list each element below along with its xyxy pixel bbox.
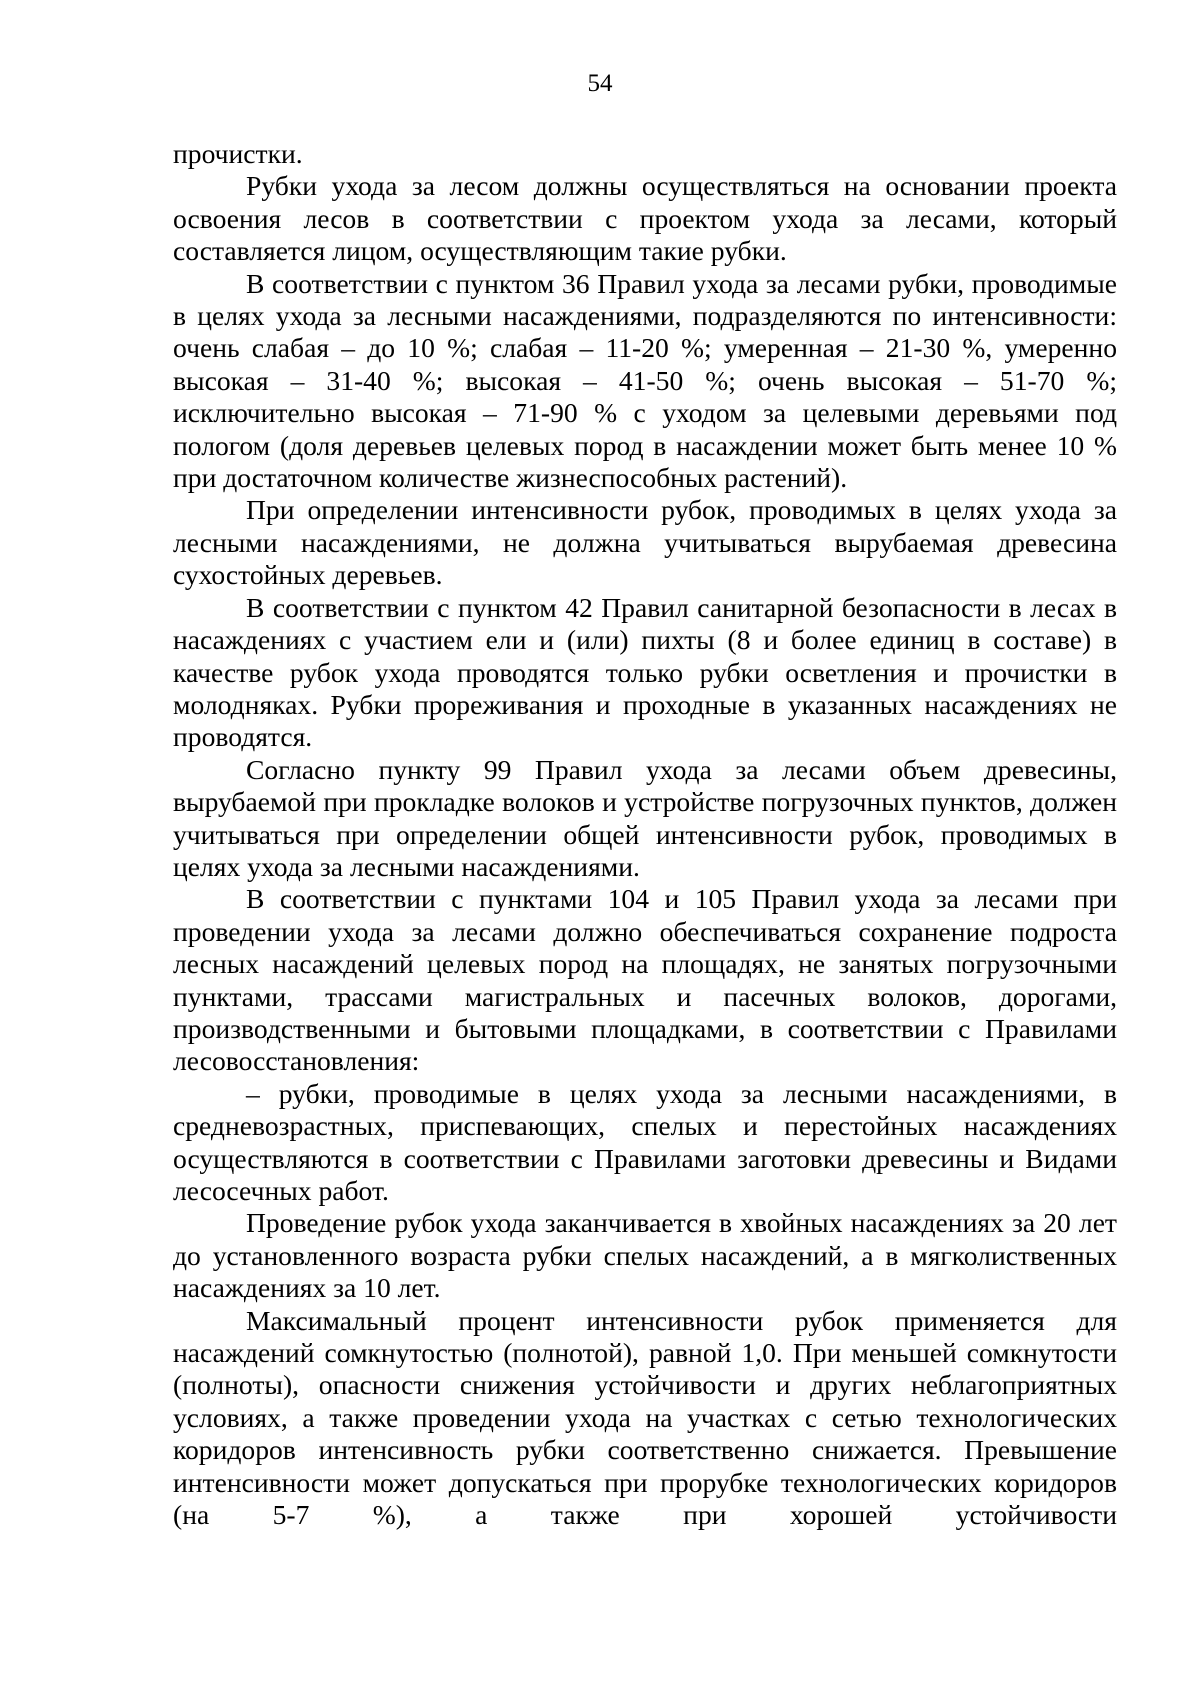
paragraph-dry-wood-exclusion: При определении интенсивности рубок, проводимых в целях ухода за лесными насаждениями, не должна учитываться вырубаемая древесина сухостойных деревьев. [173, 494, 1117, 591]
paragraph-undergrowth-preservation: В соответствии с пунктами 104 и 105 Правил ухода за лесами при проведении ухода за лесами должно обеспечиваться сохранение подроста лесных насаждений целевых пород на площадях, не занятых погрузочными пунктами, трассами магистральных и пасечных волоков, дорогами, производственными и бытовыми площадками, в соответствии с Правилами лесовосстановления: [173, 883, 1117, 1077]
paragraph-list-item-cuttings: – рубки, проводимые в целях ухода за лесными насаждениями, в средневозрастных, приспевающих, спелых и перестойных насаждениях осуществляются в соответствии с Правилами заготовки древесины и Видами лесосечных работ. [173, 1077, 1117, 1206]
page-number: 54 [587, 70, 613, 97]
document-body [173, 138, 1117, 1531]
paragraph-intensity-classes: В соответствии с пунктом 36 Правил ухода за лесами рубки, проводимые в целях ухода за лесными насаждениями, подразделяются по интенсивности: очень слабая – до 10 %; слабая – 11-20 %; умеренная – 21-30 %, умеренно высокая – 31-40 %; высокая – 41-50 %; очень высокая – 51-70 %; исключительно высокая – 71-90 % с уходом за целевыми деревьями под пологом (доля деревьев целевых пород в насаждении может быть менее 10 % при достаточном количестве жизнеспособных растений). [173, 267, 1117, 494]
paragraph-forest-care-project: Рубки ухода за лесом должны осуществляться на основании проекта освоения лесов в соответствии с проектом ухода за лесами, который составляется лицом, осуществляющим такие рубки. [173, 170, 1117, 267]
paragraph-cutting-end-age: Проведение рубок ухода заканчивается в хвойных насаждениях за 20 лет до установленного возраста рубки спелых насаждений, а в мягколиственных насаждениях за 10 лет. [173, 1207, 1117, 1304]
paragraph-skid-trails-volume: Согласно пункту 99 Правил ухода за лесами объем древесины, вырубаемой при прокладке волоков и устройстве погрузочных пунктов, должен учитываться при определении общей интенсивности рубок, проводимых в целях ухода за лесными насаждениями. [173, 753, 1117, 882]
paragraph-continuation: прочистки. [173, 138, 303, 169]
paragraph-max-intensity: Максимальный процент интенсивности рубок применяется для насаждений сомкнутостью (полнотой), равной 1,0. При меньшей сомкнутости (полноты), опасности снижения устойчивости и других неблагоприятных условиях, а также проведении ухода на участках с сетью технологических коридоров интенсивность рубки соответственно снижается. Превышение интенсивности может допускаться при прорубке технологических коридоров (на 5-7 %), а также при хорошей устойчивости [173, 1304, 1117, 1531]
paragraph-spruce-fir-rule: В соответствии с пунктом 42 Правил санитарной безопасности в лесах в насаждениях с участием ели и (или) пихты (8 и более единиц в составе) в качестве рубок ухода проводятся только рубки осветления и прочистки в молодняках. Рубки прореживания и проходные в указанных насаждениях не проводятся. [173, 591, 1117, 753]
